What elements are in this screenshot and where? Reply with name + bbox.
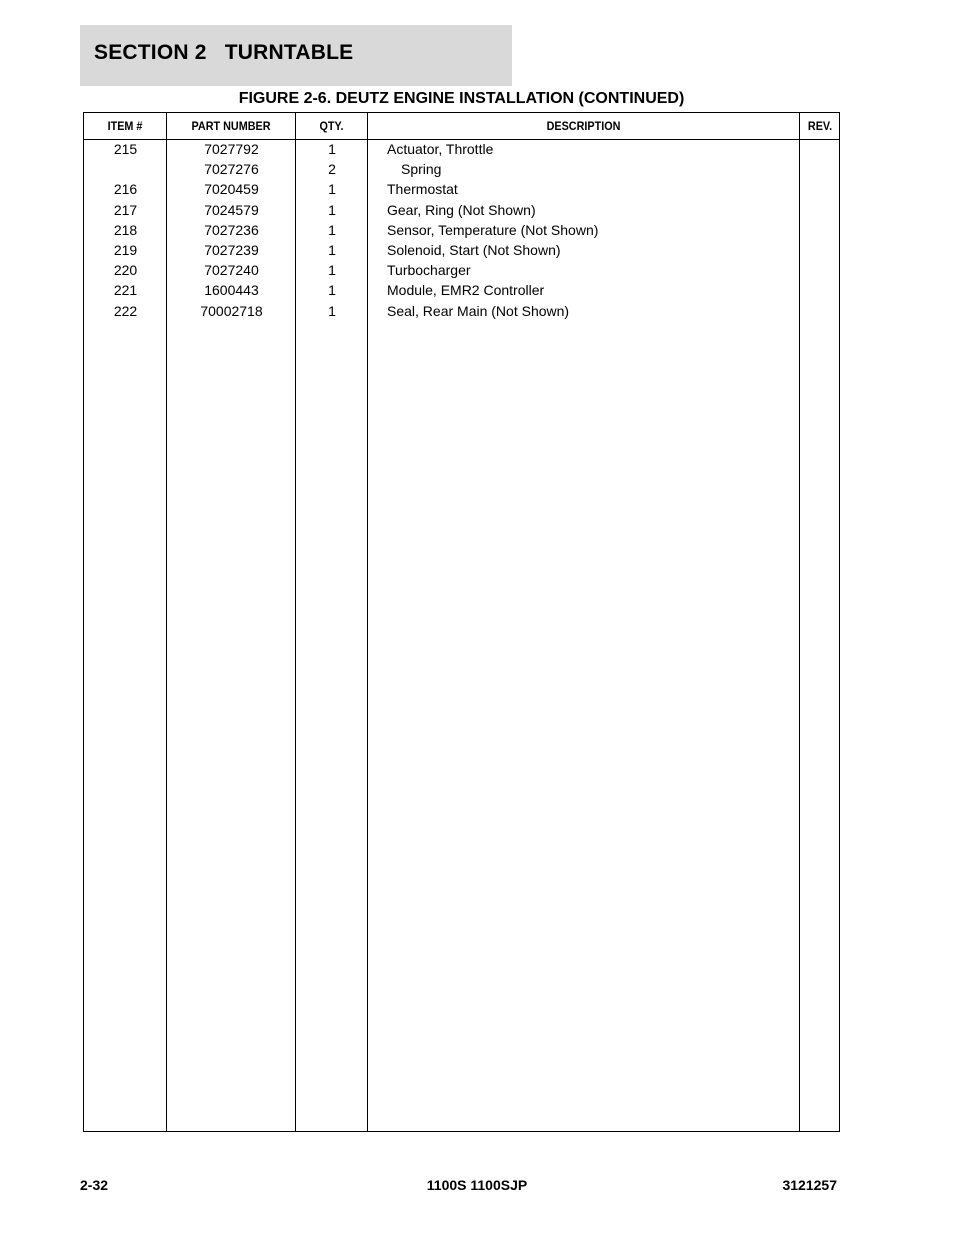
table-row xyxy=(84,281,839,301)
figure-title: FIGURE 2-6. DEUTZ ENGINE INSTALLATION (CONTINUED) xyxy=(238,90,685,107)
item-cell: 221 xyxy=(113,282,138,299)
rev-cell xyxy=(800,261,840,281)
description-cell: Seal, Rear Main (Not Shown) xyxy=(387,302,570,319)
item-cell: 218 xyxy=(113,221,138,238)
header-item: ITEM # xyxy=(107,119,143,133)
part-number-cell: 7027240 xyxy=(204,262,259,279)
model-name: 1100S 1100SJP xyxy=(426,1177,528,1193)
part-number-cell: 70002718 xyxy=(200,302,263,319)
qty-cell: 2 xyxy=(328,161,336,178)
rev-cell xyxy=(800,160,840,180)
table-row xyxy=(84,241,839,261)
section-title: SECTION 2 TURNTABLE xyxy=(94,41,354,64)
rev-cell xyxy=(800,302,840,322)
item-cell: 216 xyxy=(113,181,138,198)
qty-cell: 1 xyxy=(328,141,336,157)
header-rev: REV. xyxy=(807,119,833,133)
description-cell: Turbocharger xyxy=(387,262,471,279)
qty-cell: 1 xyxy=(328,201,336,218)
qty-cell: 1 xyxy=(328,241,336,258)
item-cell: 217 xyxy=(113,201,138,218)
rev-cell xyxy=(800,140,840,160)
qty-cell: 1 xyxy=(328,302,336,319)
rev-cell xyxy=(800,201,840,221)
part-number-cell: 7027236 xyxy=(204,221,259,238)
table-row xyxy=(84,221,839,241)
table-row xyxy=(84,201,839,221)
section-banner xyxy=(80,25,512,86)
rev-cell xyxy=(800,281,840,301)
description-cell: Gear, Ring (Not Shown) xyxy=(387,201,536,218)
table-row xyxy=(84,261,839,281)
header-part-number: PART NUMBER xyxy=(191,119,271,133)
part-number-cell: 7027239 xyxy=(204,241,259,258)
part-number-cell: 7020459 xyxy=(204,181,259,198)
rev-cell xyxy=(800,221,840,241)
qty-cell: 1 xyxy=(328,262,336,279)
header-qty: QTY. xyxy=(319,119,344,133)
item-cell: 220 xyxy=(113,262,138,279)
item-cell: 215 xyxy=(113,141,138,157)
description-cell: Sensor, Temperature (Not Shown) xyxy=(387,221,599,238)
item-cell: 219 xyxy=(113,241,138,258)
description-cell: Spring xyxy=(401,161,442,178)
qty-cell: 1 xyxy=(328,221,336,238)
item-cell xyxy=(84,160,167,180)
description-cell: Actuator, Throttle xyxy=(387,141,494,157)
item-cell: 222 xyxy=(113,302,138,319)
part-number-cell: 7024579 xyxy=(204,201,259,218)
header-description: DESCRIPTION xyxy=(546,119,621,133)
rev-cell xyxy=(800,241,840,261)
table-row xyxy=(84,160,839,180)
part-number-cell: 7027276 xyxy=(204,161,259,178)
table-body xyxy=(84,140,839,322)
description-cell: Thermostat xyxy=(387,181,458,198)
table-row xyxy=(84,180,839,200)
document-number: 3121257 xyxy=(782,1177,837,1193)
description-cell: Module, EMR2 Controller xyxy=(387,282,545,299)
table-row xyxy=(84,140,839,160)
page-number: 2-32 xyxy=(80,1177,109,1193)
part-number-cell: 7027792 xyxy=(204,141,259,157)
table-row xyxy=(84,302,839,322)
part-number-cell: 1600443 xyxy=(204,282,259,299)
rev-cell xyxy=(800,180,840,200)
description-cell: Solenoid, Start (Not Shown) xyxy=(387,241,561,258)
parts-table xyxy=(83,112,840,1132)
qty-cell: 1 xyxy=(328,282,336,299)
qty-cell: 1 xyxy=(328,181,336,198)
